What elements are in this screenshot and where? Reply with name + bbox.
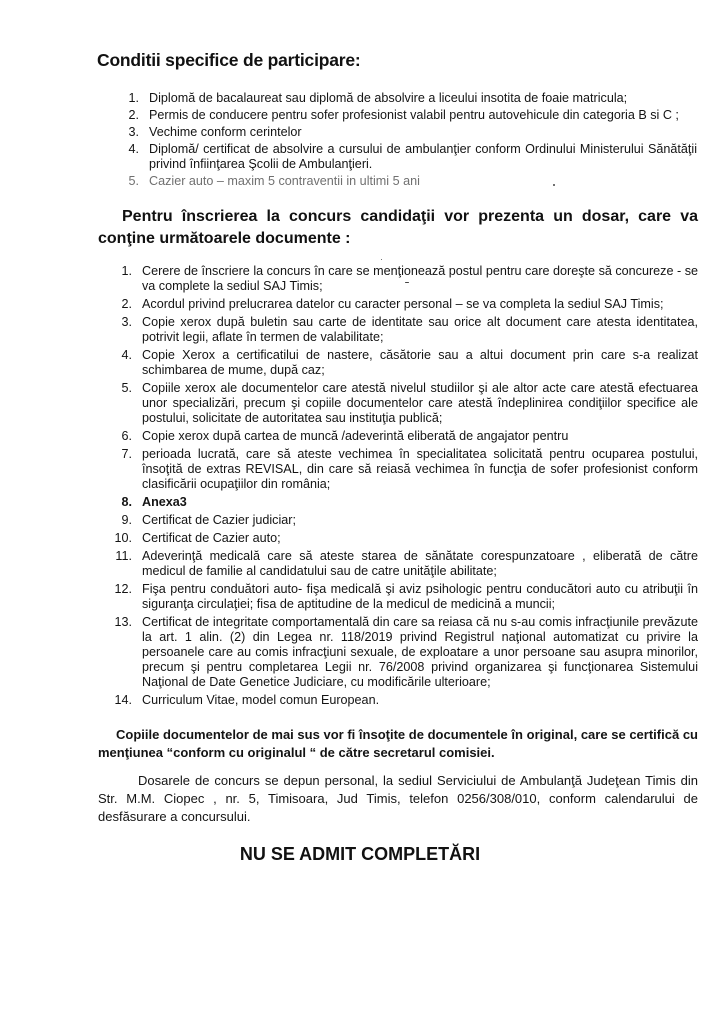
item-text: Certificat de integritate comportamentală din care sa reiasa că nu s-au comis infracţiunile prevăzute la art. 1 alin. (2) din Legea nr. 118/2019 privind Registrul naţional automatizat cu privire la persoanele care au comis infracţiuni sexuale, de exploatare a unor persoane sau asupra minorilor, precum şi pentru completarea Legii nr. 76/2008 privind organizarea şi funcţionarea Sistemului Naţional de Date Genetice Judiciare, cu modificările ulterioare; [142,615,698,689]
item-text: Diplomă/ certificat de absolvire a cursului de ambulanţier conform Ordinului Ministerului Sănătăţii privind înfiinţarea Şcolii de Ambulanţieri. [149,142,697,171]
document-item [121,264,698,294]
item-number: 14. [114,693,132,707]
documents-intro-text: Pentru înscrierea la concurs candidaţii vor prezenta un dosar, care va conţine următoarele documente : [98,208,698,247]
item-text: Copiile xerox ale documentelor care atestă nivelul studiilor şi ale altor acte care atestă efectuarea unor specializări, precum şi copiile documentelor care atestă îndeplinirea condiţiilor specifice ale postului, solicitate de autoritatea sau instituţia publică; [142,381,698,425]
document-item [121,381,698,426]
document-item [114,582,698,612]
scan-speck [553,184,555,186]
document-item [121,447,698,492]
item-number: 1. [121,264,132,278]
item-text: Permis de conducere pentru sofer profesionist valabil pentru autovehicule din categoria B si C ; [149,108,679,122]
item-text: perioada lucrată, care să ateste vechimea în specialitatea solicitată pentru ocuparea postului, însoţită de extras REVISAL, din care să reiasă vechimea în funcţia de sofer profesionist conform clasificării ocupaţiilor din românia; [142,447,698,491]
copies-note [98,726,698,762]
item-text: Certificat de Cazier judiciar; [142,513,296,527]
condition-item [128,174,697,189]
document-item [121,429,698,444]
scan-speck [405,282,409,283]
item-text: Copie xerox după cartea de muncă /adeverintă eliberată de angajator pentru [142,429,569,443]
document-item [121,315,698,345]
documents-list [114,264,698,711]
item-number: 3. [128,125,139,139]
document-item [114,693,698,708]
item-text: Copie Xerox a certificatilui de nastere, căsătorie sau a altui document prin care s-a realizat schimbarea de mume, după caz; [142,348,698,377]
item-text: Fişa pentru conduători auto- fişa medicală şi aviz psihologic pentru conducători auto cu atribuţii în siguranţa circulaţiei; fisa de aptitudine de la medicul de medicină a muncii; [142,582,698,611]
item-text: Copie xerox după buletin sau carte de identitate sau orice alt document care atesta identitatea, potrivit legii, aflate în termen de valabilitate; [142,315,698,344]
item-number: 4. [121,348,132,362]
condition-item [128,125,697,140]
item-number: 8. [121,495,132,509]
item-text: Acordul privind prelucrarea datelor cu caracter personal – se va completa la sediul SAJ Timis; [142,297,664,311]
submission-note [98,772,698,826]
document-item [121,348,698,378]
item-number: 2. [128,108,139,122]
item-text: Anexa3 [142,495,187,509]
condition-item [128,142,697,172]
item-text: Cazier auto – maxim 5 contraventii in ultimi 5 ani [149,174,420,188]
item-text: Vechime conform cerintelor [149,125,302,139]
submission-note-text: Dosarele de concurs se depun personal, la sediul Serviciului de Ambulanţă Judeţean Timis din Str. M.M. Ciopec , nr. 5, Timisoara, Jud Timis, telefon 0256/308/010, conform calendarului de desfăsurare a concursului. [98,773,698,824]
scan-speck [381,259,382,260]
item-number: 5. [121,381,132,395]
item-text: Certificat de Cazier auto; [142,531,281,545]
item-number: 12. [114,582,132,596]
closing-statement: NU SE ADMIT COMPLETĂRI [239,844,481,864]
item-number: 4. [128,142,139,156]
item-number: 6. [121,429,132,443]
document-item [121,297,698,312]
item-number: 10. [114,531,132,545]
item-text: Cerere de înscriere la concurs în care se menţionează postul pentru care doreşte să concureze - se va complete la sediul SAJ Timis; [142,264,698,293]
item-text: Diplomă de bacalaureat sau diplomă de absolvire a liceului insotita de foaie matricula; [149,91,628,105]
documents-intro-heading [98,206,698,250]
item-text: Curriculum Vitae, model comun European. [142,693,380,707]
item-number: 3. [121,315,132,329]
document-item [114,615,698,690]
condition-item [128,91,697,106]
conditions-heading: Conditii specifice de participare: [97,50,361,70]
conditions-list [128,91,697,191]
document-item [121,513,698,528]
item-text: Adeverinţă medicală care să ateste starea de sănătate corespunzatoare , eliberată de către medicul de familie al candidatului sau de catre unităţile abilitate; [142,549,698,578]
item-number: 13. [114,615,132,629]
item-number: 1. [128,91,139,105]
document-item [114,531,698,546]
item-number: 9. [121,513,132,527]
item-number: 2. [121,297,132,311]
condition-item [128,108,697,123]
item-number: 5. [128,174,139,188]
document-item [121,495,698,510]
copies-note-text: Copiile documentelor de mai sus vor fi însoţite de documentele în original, care se certifică cu menţiunea “conform cu originalul “ de către secretarul comisiei. [98,727,698,760]
item-number: 11. [115,549,132,563]
document-item [115,549,698,579]
item-number: 7. [121,447,132,461]
